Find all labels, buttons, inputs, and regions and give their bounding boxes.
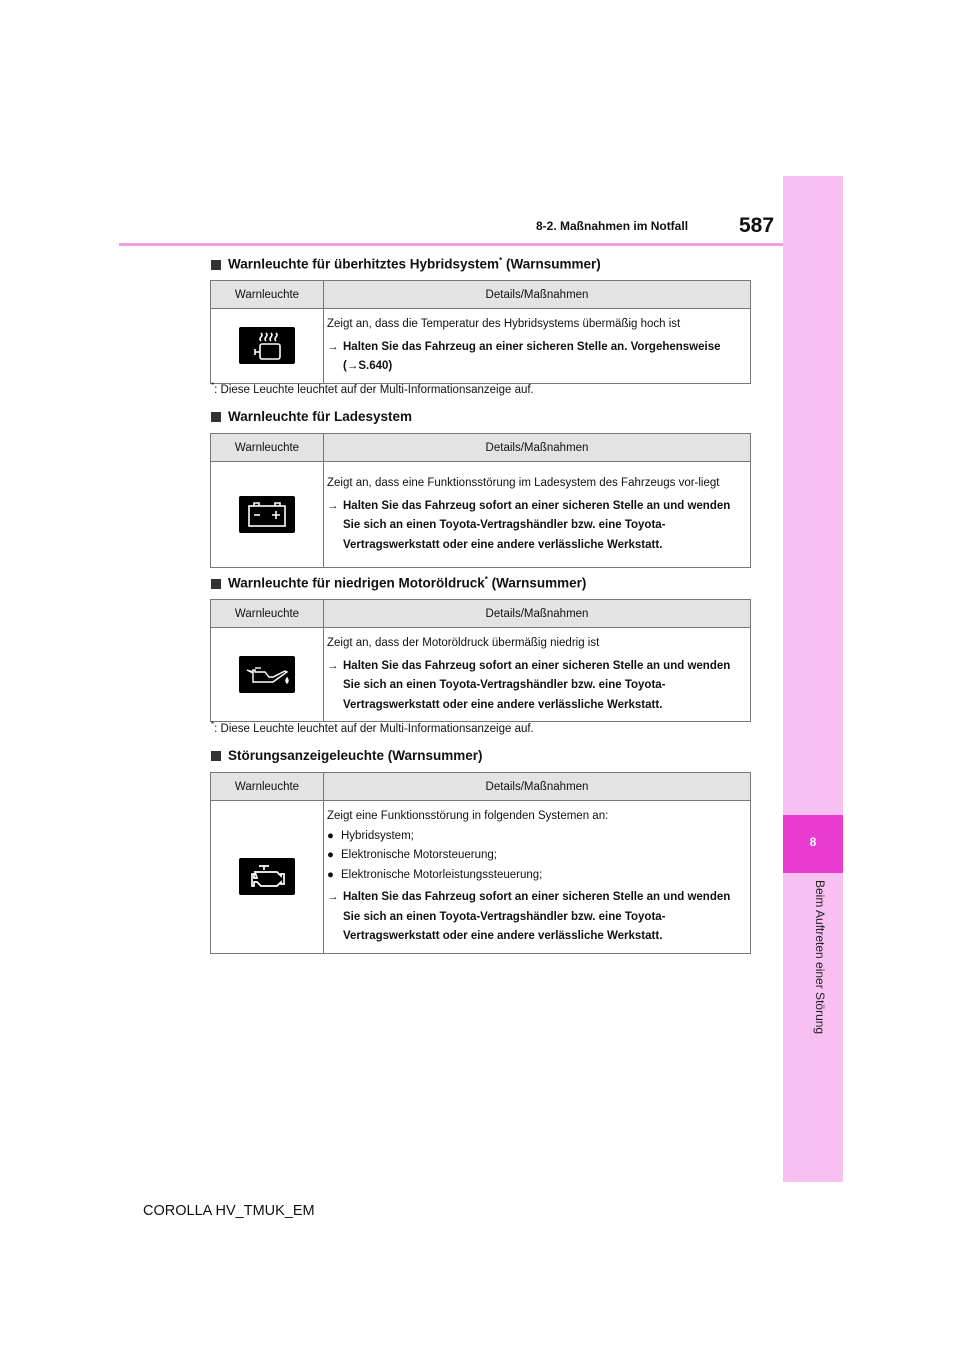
description-oil-pressure: Zeigt an, dass der Motoröldruck übermäßig niedrig ist — [327, 637, 600, 649]
description-hybrid-overheat: Zeigt an, dass die Temperatur des Hybridsystems übermäßig hoch ist — [327, 318, 681, 330]
chapter-number: 8 — [809, 835, 817, 849]
bullet-dot-icon: ● — [327, 829, 334, 842]
action-malfunction-indicator: Halten Sie das Fahrzeug sofort an einer sicheren Stelle an und wenden Sie sich an einen Toyota-Vertragshändler bzw. eine Toyota-Vertragswerkstatt oder eine andere verlässliche Werkstatt. — [343, 891, 731, 942]
action-oil-pressure: Halten Sie das Fahrzeug sofort an einer sicheren Stelle an und wenden Sie sich an einen Toyota-Vertragshändler bzw. eine Toyota-Vertragswerkstatt oder eine andere verlässliche Werkstatt. — [343, 659, 731, 711]
page-reference-link[interactable]: S.640) — [358, 360, 393, 372]
col-header-warnleuchte: Warnleuchte — [211, 281, 324, 309]
page-number: 587 — [739, 214, 775, 237]
arrow-icon: → — [327, 340, 339, 353]
arrow-icon: → — [327, 891, 339, 903]
heading-oil-pressure: Warnleuchte für niedrigen Motoröldruck* (Warnsummer) — [211, 575, 586, 591]
col-header-warnleuchte: Warnleuchte — [211, 773, 324, 801]
bullet-dot-icon: ● — [327, 849, 334, 861]
footnote-hybrid: *: Diese Leuchte leuchtet auf der Multi-Informationsanzeige auf. — [211, 381, 534, 396]
battery-icon — [239, 496, 295, 533]
oil-can-icon — [239, 656, 295, 693]
table-malfunction-indicator — [210, 772, 751, 954]
list-item: ● Hybridsystem; — [327, 827, 746, 847]
table-charging-system — [210, 433, 751, 568]
col-header-details: Details/Maßnahmen — [324, 773, 751, 801]
section-title: 8-2. Maßnahmen im Notfall — [536, 219, 689, 233]
chapter-number-tab — [783, 815, 843, 873]
list-item: ● Elektronische Motorleistungssteuerung; — [327, 866, 746, 886]
col-header-details: Details/Maßnahmen — [324, 281, 751, 309]
footer-model-code: COROLLA HV_TMUK_EM — [143, 1203, 315, 1219]
table-hybrid-overheat: Warnleuchte Details/Maßnahmen Zeigt an, dass die Temperatur des Hybridsystems übermäßig hoch ist → Halten Sie das Fahrzeug an einer sicheren Stelle an. Vorgehensweise (→S.640) — [210, 280, 751, 384]
list-item: ● Elektronische Motorsteuerung; — [327, 846, 746, 866]
table-oil-pressure — [210, 599, 751, 722]
col-header-details: Details/Maßnahmen — [324, 600, 751, 628]
description-charging-system: Zeigt an, dass eine Funktionsstörung im Ladesystem des Fahrzeugs vor-liegt — [327, 477, 720, 489]
col-header-details: Details/Maßnahmen — [324, 434, 751, 462]
col-header-warnleuchte: Warnleuchte — [211, 600, 324, 628]
check-engine-icon — [239, 858, 295, 895]
square-bullet-icon — [211, 579, 221, 589]
action-hybrid-overheat: Halten Sie das Fahrzeug an einer sicheren Stelle an. Vorgehensweise ( — [343, 340, 721, 372]
arrow-icon: → — [327, 659, 339, 672]
description-malfunction-indicator: Zeigt eine Funktionsstörung in folgenden Systemen an: — [327, 810, 609, 822]
action-charging-system: Halten Sie das Fahrzeug sofort an einer sicheren Stelle an und wenden Sie sich an einen Toyota-Vertragshändler bzw. eine Toyota-Vertragswerkstatt oder eine andere verlässliche Werkstatt. — [343, 499, 731, 551]
heading-charging-system: Warnleuchte für Ladesystem — [211, 409, 412, 424]
chapter-title: Beim Auftreten einer Störung — [813, 880, 827, 1035]
heading-hybrid-overheat: Warnleuchte für überhitztes Hybridsystem* (Warnsummer) — [211, 256, 601, 272]
header-rule — [119, 243, 783, 246]
bullet-dot-icon: ● — [327, 868, 334, 881]
arrow-icon: → — [327, 499, 339, 512]
heading-malfunction-indicator: Störungsanzeigeleuchte (Warnsummer) — [211, 748, 483, 763]
hybrid-overheat-icon — [239, 327, 295, 364]
square-bullet-icon — [211, 412, 221, 422]
square-bullet-icon — [211, 260, 221, 270]
square-bullet-icon — [211, 751, 221, 761]
footnote-oil: *: Diese Leuchte leuchtet auf der Multi-Informationsanzeige auf. — [211, 720, 534, 735]
col-header-warnleuchte: Warnleuchte — [211, 434, 324, 462]
